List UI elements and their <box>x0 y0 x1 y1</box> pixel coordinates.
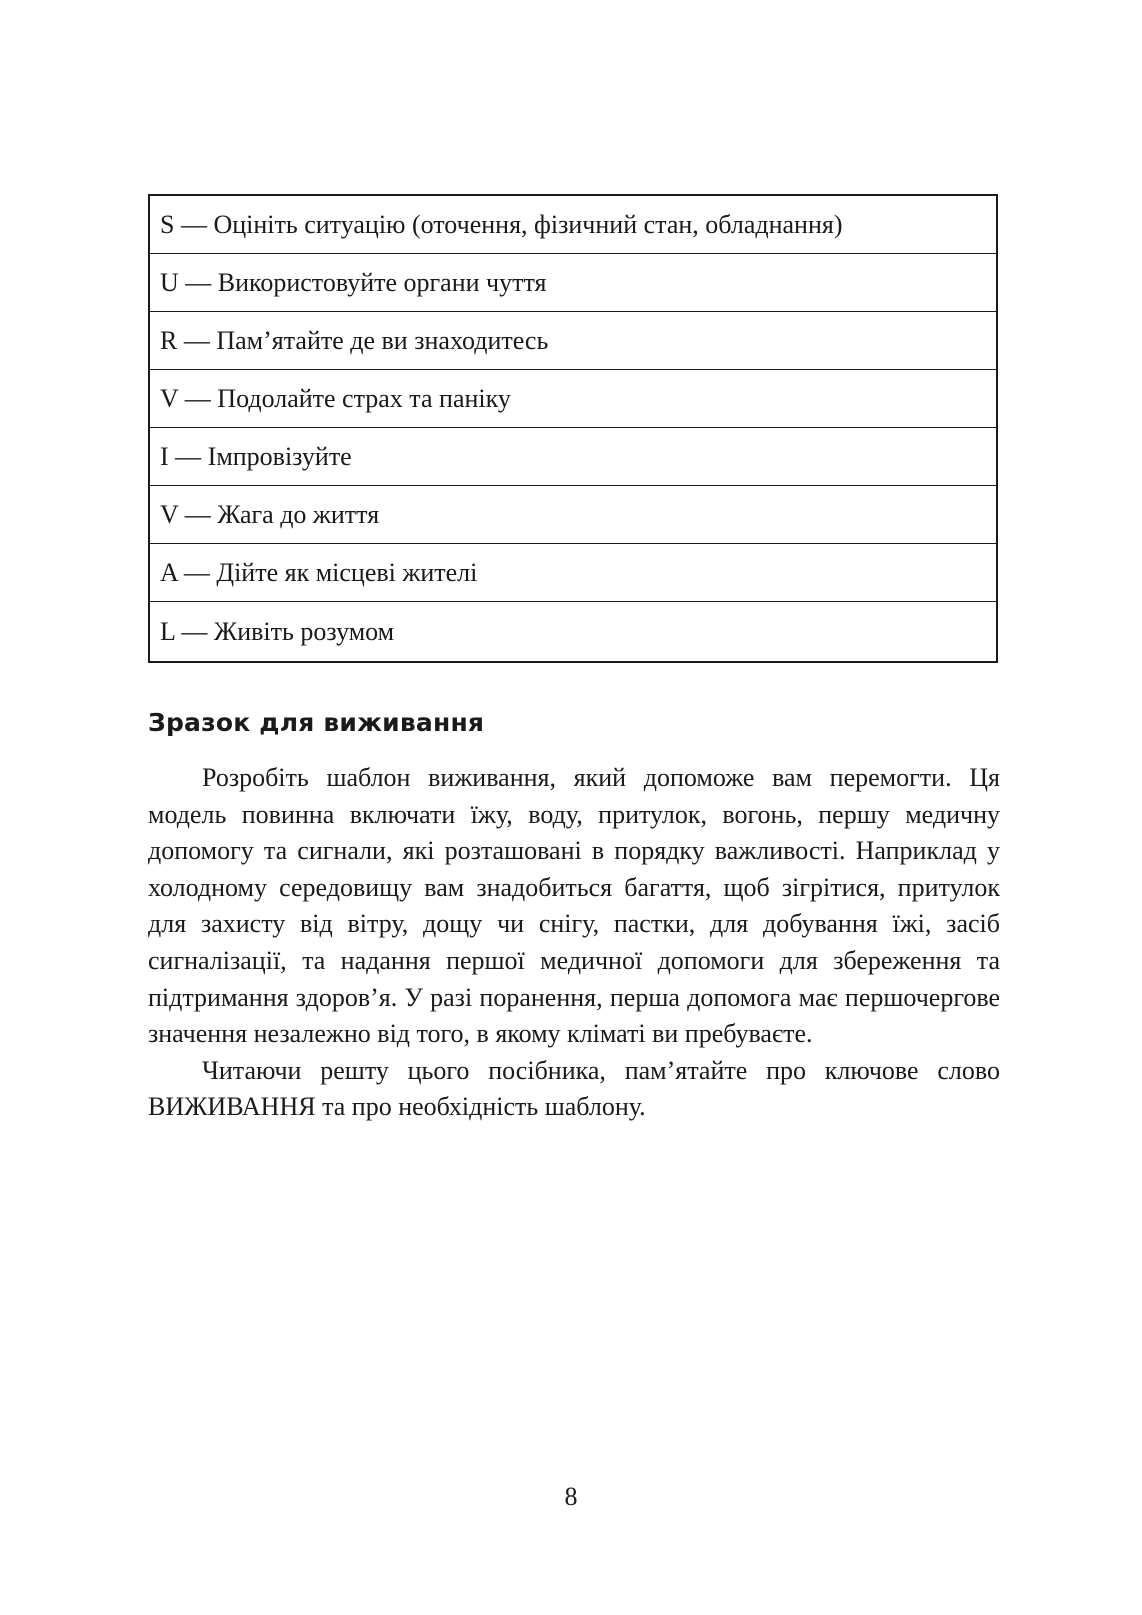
body-text <box>148 760 1000 1126</box>
table-row: R — Пам’ятайте де ви знаходитесь <box>150 312 996 370</box>
page-number: 8 <box>564 1482 578 1511</box>
table-row: S — Оцініть ситуацію (оточення, фізичний стан, обладнання) <box>150 196 996 254</box>
table-row: I — Імпровізуйте <box>150 428 996 486</box>
table-row: V — Жага до життя <box>150 486 996 544</box>
section-heading: Зразок для виживання <box>148 708 485 737</box>
table-row: V — Подолайте страх та паніку <box>150 370 996 428</box>
paragraph: Читаючи решту цього посібника, пам’ятайте про ключове слово ВИЖИВАННЯ та про необхідність шаблону. <box>148 1055 1000 1122</box>
survival-acronym-table <box>148 194 998 663</box>
table-row: L — Живіть розумом <box>160 616 395 646</box>
table-row: A — Дійте як місцеві жителі <box>150 544 996 602</box>
table-row: U — Використовуйте органи чуття <box>150 254 996 312</box>
paragraph: Розробіть шаблон виживання, який допоможе вам перемогти. Ця модель повинна включати їжу, воду, притулок, вогонь, першу медичну допомогу та сигнали, які розташовані в порядку важливості. Наприклад у холодному середовищу вам знадобиться багаття, щоб зігрітися, притулок для захисту від вітру, дощу чи снігу, пастки, для добування їжі, засіб сигналізації, та надання першої медичної допомоги для збереження та підтримання здоров’я. У разі поранення, перша допомога має першочергове значення незалежно від того, в якому кліматі ви пребуваєте. <box>148 763 1000 1049</box>
